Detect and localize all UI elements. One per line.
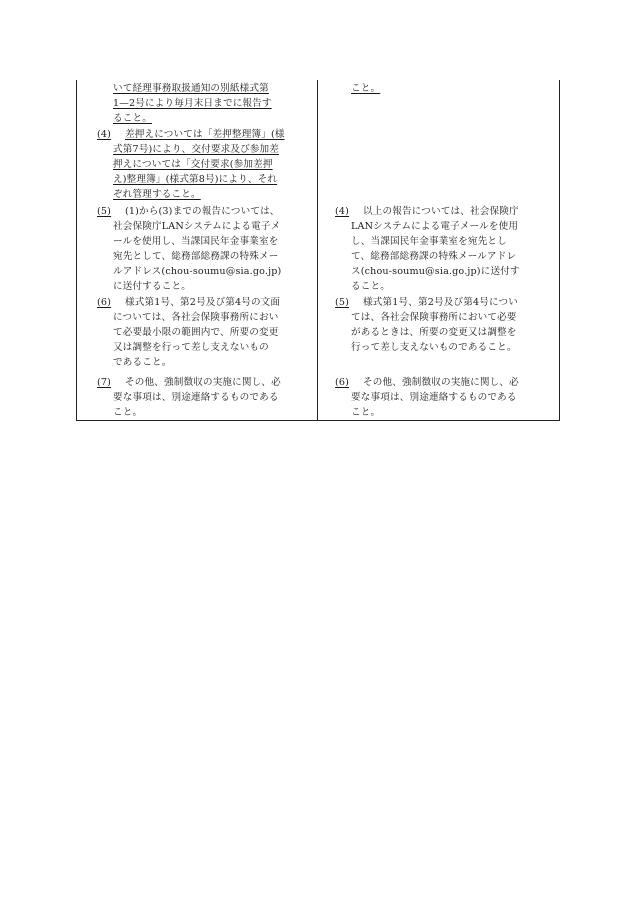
right-item5-line: 行って差し支えないものであること。 [351, 342, 517, 353]
left-cont-line: ること。 [113, 113, 152, 124]
left-item7-number: (7) [97, 377, 112, 388]
left-item5-number: (5) [97, 206, 112, 217]
right-item4-number: (4) [335, 206, 350, 217]
left-item5-line: に送付すること。 [113, 281, 191, 292]
left-item5-line: 社会保険庁LANシステムによる電子メ [113, 221, 281, 232]
right-item4-line: し、当課国民年金事業室を宛先とし [351, 236, 507, 247]
right-item5-line: があるときは、所要の変更又は調整を [351, 327, 517, 338]
right-item4-line: ス(chou-soumu@sia.go.jp)に送付す [351, 266, 520, 277]
right-item4-line: て、総務部総務課の特殊メールアドレ [351, 251, 517, 262]
left-item6-line: であること。 [113, 357, 172, 368]
right-item4-line: LANシステムによる電子メールを使用 [351, 221, 519, 232]
right-item4-line: ること。 [351, 281, 390, 292]
left-item5-line: ルアドレス(chou-soumu@sia.go.jp) [113, 266, 282, 277]
left-item4-line: ぞれ管理すること。 [113, 189, 201, 200]
left-item6-line: 様式第1号、第2号及び第4号の文面 [125, 297, 281, 308]
left-item5-line: 宛先として、総務部総務課の特殊メー [113, 251, 279, 262]
left-cont-line: いて経理事務取扱通知の別紙様式第 [113, 83, 269, 94]
comparison-table [76, 80, 560, 421]
left-item6-line: て必要最小限の範囲内で、所要の変更 [113, 327, 279, 338]
right-item5-number: (5) [335, 297, 350, 308]
left-item6-line: 又は調整を行って差し支えないもの [113, 342, 269, 353]
right-item5-line: 様式第1号、第2号及び第4号につい [363, 297, 518, 308]
right-item6-line: その他、強制徴収の実施に関し、必 [363, 377, 519, 388]
left-item7-line: その他、強制徴収の実施に関し、必 [125, 377, 281, 388]
left-item5-line: ールを使用し、当課国民年金事業室を [113, 236, 279, 247]
left-item6-line: については、各社会保険事務所におい [113, 312, 279, 323]
left-item4-line: 式第7号)により、交付要求及び参加差 [113, 144, 280, 155]
left-item4-number: (4) [97, 129, 112, 140]
left-item5-line: (1)から(3)までの報告については、 [125, 206, 280, 217]
right-item5-line: ては、各社会保険事務所において必要 [351, 312, 517, 323]
left-item7-line: 要な事項は、別途連絡するものである [113, 392, 279, 403]
column-divider [317, 80, 318, 420]
right-item6-line: 要な事項は、別途連絡するものである [351, 392, 517, 403]
left-item4-line: 押えについては「交付要求(参加差押 [113, 159, 273, 170]
right-item4-line: 以上の報告については、社会保険庁 [363, 206, 519, 217]
left-item7-line: こと。 [113, 407, 143, 418]
right-item6-number: (6) [335, 377, 350, 388]
left-item4-line: え)整理簿」(様式第8号)により、それ [113, 174, 278, 185]
left-item6-number: (6) [97, 297, 112, 308]
left-cont-line: 1—2号により毎月末日までに報告す [113, 98, 272, 109]
left-item4-line: 差押えについては「差押整理簿」(様 [125, 129, 285, 140]
right-cont-line: こと。 [351, 83, 381, 94]
right-item6-line: こと。 [351, 407, 381, 418]
